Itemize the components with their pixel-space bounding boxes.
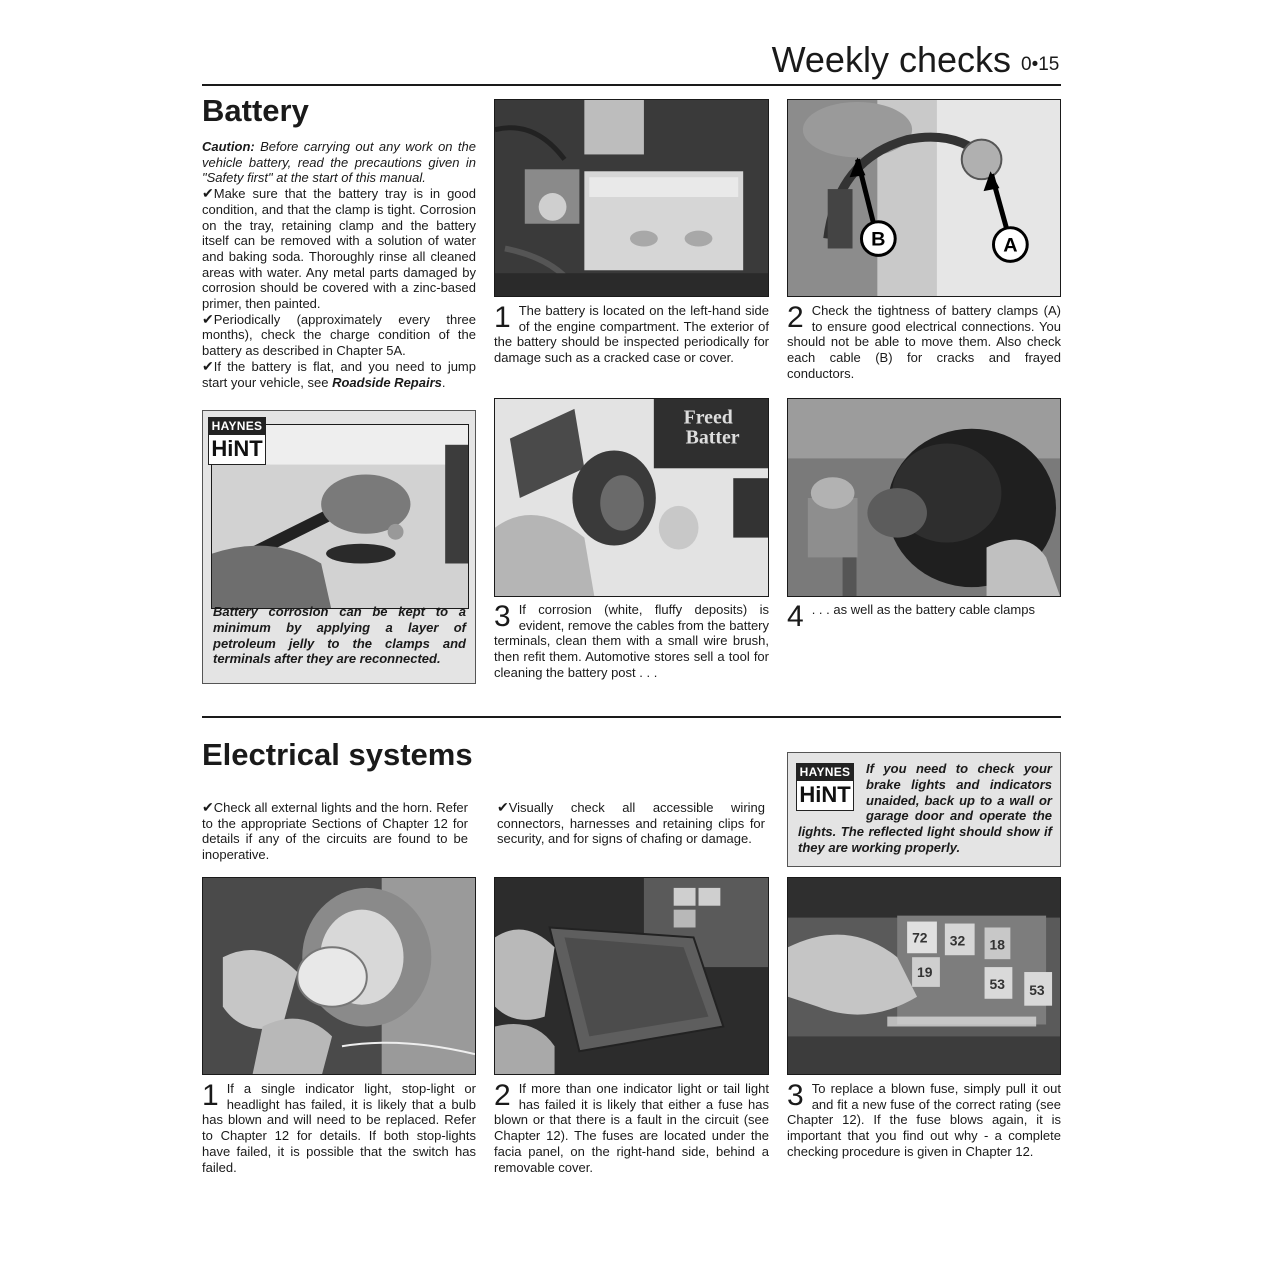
fuse-cover-photo (494, 877, 769, 1075)
fuse-label: 53 (989, 975, 1005, 992)
check-icon: ✔ (497, 799, 509, 815)
check-icon: ✔ (202, 185, 214, 202)
haynes-logo-text: HAYNES (209, 418, 265, 435)
badge-spacer (798, 761, 866, 815)
page-number: 0•15 (1021, 54, 1060, 75)
caution-paragraph (202, 139, 476, 186)
battery-bullet (202, 186, 476, 312)
bulb-photo (202, 877, 476, 1075)
hint-logo-text: HiNT (799, 782, 851, 807)
battery-bullet-text: Make sure that the battery tray is in good condition, and that the clamp is tight. Corrosion on the tray, retaining clamp and the battery itself can be removed with a solution of water and baking soda. Thoroughly rinse all cleaned areas with water. Any metal parts damaged by corrosion should be covered with a zinc-based primer, then painted. (202, 186, 476, 312)
step-text: If more than one indicator light or tail light has failed it is likely that either a fuse has blown or that there is a fault in the circuit (see Chapter 12). The fuses are located under the facia panel, on the right-hand side, behind a removable cover. (494, 1081, 769, 1175)
battery-hint-box (202, 410, 476, 684)
haynes-logo-text: HAYNES (797, 764, 853, 781)
step-text: If corrosion (white, fluffy deposits) is evident, remove the cables from the battery terminals, clean them with a small wire brush, then refit them. Automotive stores sell a tool for cleaning the battery post . . . (494, 602, 769, 680)
battery-intro-text (202, 139, 476, 390)
electrical-step-3-caption (787, 1081, 1061, 1160)
electrical-step-1-caption (202, 1081, 476, 1175)
battery-step-4-caption (787, 600, 1061, 633)
electrical-hint-box (787, 752, 1061, 867)
step-text: If a single indicator light, stop-light or headlight has failed, it is likely that a bulb has blown and will need to be replaced. Refer to Chapter 12 for details. If both stop-lights have failed, it is possible that the switch has failed. (202, 1081, 476, 1175)
battery-step-2-caption (787, 303, 1061, 382)
electrical-heading: Electrical systems (202, 737, 473, 772)
fuse-label: 53 (1029, 981, 1045, 998)
step-number: 2 (494, 1079, 511, 1112)
battery-location-photo (494, 99, 769, 297)
header-rule (202, 84, 1061, 86)
terminal-cleaning-photo (494, 398, 769, 597)
step-number: 1 (494, 301, 511, 334)
battery-bullet: ✔If the battery is flat, and you need to jump start your vehicle, see Roadside Repairs. (202, 357, 476, 390)
battery-step-1-caption (494, 303, 769, 366)
electrical-bullet-text: Visually check all accessible wiring connectors, harnesses and retaining clips for security, and for signs of chafing or damage. (497, 800, 765, 847)
check-icon: ✔ (202, 799, 214, 815)
fuse-label: 72 (912, 929, 928, 946)
step-number: 2 (787, 301, 804, 334)
step-number: 3 (787, 1079, 804, 1112)
battery-step-3-caption (494, 602, 769, 681)
battery-bullet (202, 312, 476, 359)
step-number: 3 (494, 600, 511, 633)
battery-heading: Battery (202, 93, 309, 128)
roadside-repairs-ref: Roadside Repairs (332, 374, 442, 390)
fuse-label: 19 (917, 964, 933, 980)
electrical-bullet-text: Check all external lights and the horn. Refer to the appropriate Sections of Chapter 12 for details if any of the circuits are found to be inoperative. (202, 800, 468, 863)
check-icon: ✔ (202, 357, 214, 374)
caution-text: Before carrying out any work on the vehicle battery, read the precautions given in "Safety first" at the start of this manual. (202, 139, 476, 186)
battery-bullet-text: If the battery is flat, and you need to jump start your vehicle, see (202, 358, 476, 390)
section-divider (202, 716, 1061, 718)
step-text: To replace a blown fuse, simply pull it out and fit a new fuse of the correct rating (see Chapter 12). If the fuse blows again, it is important that you find out why - a complete checking procedure is given in Chapter 12. (787, 1081, 1061, 1159)
battery-hint-text: Battery corrosion can be kept to a minimum by applying a layer of petroleum jelly to the clamps and terminals after they are reconnected. (213, 604, 466, 667)
electrical-bullet-2 (497, 800, 765, 847)
battery-bullet-text: Periodically (approximately every three months), check the charge condition of the battery as described in Chapter 5A. (202, 311, 476, 359)
haynes-hint-badge (208, 417, 266, 465)
page-section-title: Weekly checks (771, 39, 1011, 80)
step-text: Check the tightness of battery clamps (A) to ensure good electrical connections. You should not be able to move them. Also check each cable (B) for cracks and frayed conductors. (787, 303, 1061, 381)
electrical-hint-text: If you need to check your brake lights and indicators unaided, back up to a wall or garage door and operate the lights. The reflected light should show if they are working properly. (798, 761, 1052, 855)
electrical-bullet-1 (202, 800, 468, 863)
caution-label: Caution: (202, 139, 255, 154)
fuse-label: 18 (989, 936, 1005, 953)
hint-logo-text: HiNT (211, 436, 263, 461)
clamp-cleaning-photo (787, 398, 1061, 597)
electrical-step-2-caption (494, 1081, 769, 1175)
battery-brand-line2: Batter (685, 426, 740, 449)
label-b: B (871, 228, 886, 251)
battery-clamps-photo (787, 99, 1061, 297)
check-icon: ✔ (202, 310, 214, 327)
step-text: . . . as well as the battery cable clamps (811, 602, 1035, 617)
label-a: A (1003, 234, 1018, 257)
step-number: 4 (787, 600, 804, 633)
step-text: The battery is located on the left-hand side of the engine compartment. The exterior of the battery should be inspected periodically for damage such as a cracked case or cover. (494, 303, 769, 366)
battery-brand-line1: Freed (683, 406, 733, 429)
fuse-box-photo (787, 877, 1061, 1075)
step-number: 1 (202, 1079, 219, 1112)
fuse-label: 32 (949, 932, 966, 949)
